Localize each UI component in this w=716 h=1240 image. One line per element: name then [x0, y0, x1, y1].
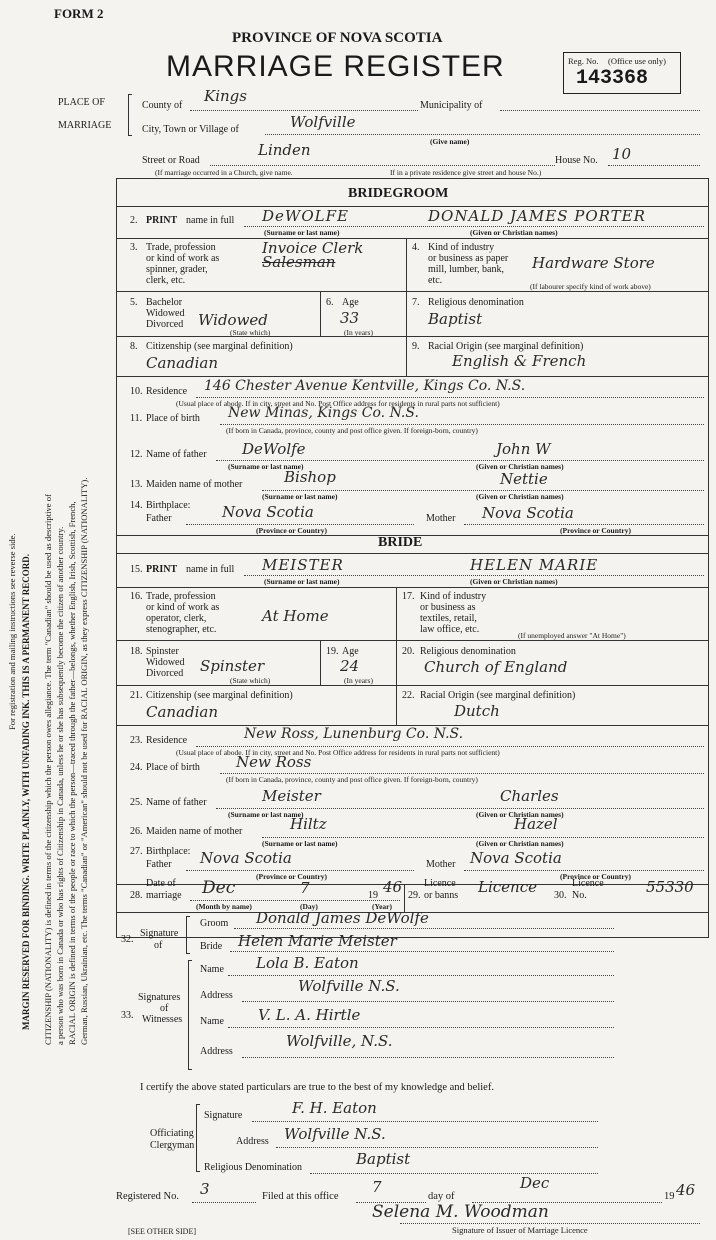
province-caption: (Province or Country): [256, 872, 327, 881]
state-caption: (State which): [230, 328, 271, 337]
racial-label: Racial Origin (see marginal definition): [420, 690, 576, 701]
field-num: 16.: [130, 591, 143, 602]
marriage-year-prefix: 19: [368, 890, 378, 901]
form-grid: [116, 178, 709, 938]
racial-label: Racial Origin (see marginal definition): [428, 341, 584, 352]
side-text-5: RACIAL ORIGIN is defined in terms of the people or race to which the person—traced through the father—belongs, whether English, Irish, Scottish, French,: [67, 501, 77, 1045]
bride-racial-origin: Dutch: [454, 702, 500, 720]
trade-label: clerk, etc.: [146, 275, 186, 286]
field-num: 21.: [130, 690, 143, 701]
bride-religion: Church of England: [424, 658, 568, 676]
years-caption: (In years): [344, 676, 373, 685]
industry-caption: (If unemployed answer "At Home"): [518, 631, 626, 640]
field-num: 25.: [130, 797, 143, 808]
field-num: 8.: [130, 341, 138, 352]
field-num: 3.: [130, 242, 138, 253]
clergy-denomination: Baptist: [356, 1150, 411, 1168]
reg-number: 143368: [576, 67, 649, 90]
field-num: 14.: [130, 500, 143, 511]
surname-caption: (Surname or last name): [264, 228, 340, 237]
filed-year: 46: [676, 1181, 696, 1199]
trade-label: spinner, grader,: [146, 264, 208, 275]
industry-label: Kind of industry: [428, 242, 495, 253]
residence-caption: (Usual place of abode. If in city, street and No. Post Office address for residents in rural parts not sufficient): [176, 748, 500, 757]
issuer-caption: Signature of Issuer of Marriage Licence: [452, 1225, 588, 1235]
province-caption: (Province or Country): [560, 872, 631, 881]
given-caption: (Given or Christian names): [476, 462, 564, 471]
bride-status: Spinster: [200, 657, 265, 675]
field-num: 20.: [402, 646, 415, 657]
birthplace-father-label: Father: [146, 513, 172, 524]
bride-mother-given: Hazel: [514, 815, 558, 833]
licence-no-label: No.: [572, 890, 587, 901]
birthplace-father-label: Father: [146, 859, 172, 870]
industry-caption: (If labourer specify kind of work above): [530, 282, 651, 291]
witness-address-label: Address: [200, 1046, 233, 1057]
bridegroom-heading: BRIDEGROOM: [348, 186, 449, 201]
religion-label: Religious denomination: [420, 646, 516, 657]
field-num: 11.: [130, 413, 143, 424]
groom-father-surname: DeWolfe: [242, 440, 306, 458]
licence-no-label: Licence: [572, 878, 604, 889]
bride-signature: Helen Marie Meister: [238, 932, 397, 950]
field-num: 33.: [121, 1010, 134, 1021]
reg-label: Reg. No.: [568, 56, 599, 66]
trade-label: Trade, profession: [146, 242, 216, 253]
bride-age: 24: [340, 657, 360, 675]
status-label: Spinster: [146, 646, 179, 657]
give-name-caption: (Give name): [430, 137, 470, 146]
licence-label: or banns: [424, 890, 459, 901]
witness-address-label: Address: [200, 990, 233, 1001]
given-caption: (Given or Christian names): [476, 839, 564, 848]
place-note: (If marriage occurred in a Church, give name.: [155, 168, 293, 177]
industry-label: etc.: [428, 275, 443, 286]
marriage-month: Dec: [202, 878, 236, 898]
witness-1-name: Lola B. Eaton: [256, 954, 359, 972]
print-label: PRINT: [146, 564, 178, 575]
citizenship-label: Citizenship (see marginal definition): [146, 341, 293, 352]
denomination-label: Religious Denomination: [204, 1162, 303, 1173]
status-label: Divorced: [146, 668, 184, 679]
given-caption: (Given or Christian names): [476, 492, 564, 501]
province-heading: PROVINCE OF NOVA SCOTIA: [232, 30, 443, 46]
birthplace-mother-label: Mother: [426, 513, 456, 524]
date-label: marriage: [146, 890, 182, 901]
bride-father-birthplace: Nova Scotia: [200, 849, 292, 867]
birth-label: Place of birth: [146, 762, 200, 773]
birthplace-mother-label: Mother: [426, 859, 456, 870]
father-label: Name of father: [146, 449, 207, 460]
field-num: 2.: [130, 215, 138, 226]
reg-note: (Office use only): [608, 56, 666, 66]
birth-label: Place of birth: [146, 413, 200, 424]
marriage-day: 7: [300, 879, 310, 897]
bride-trade: At Home: [262, 607, 329, 625]
field-num: 27.: [130, 846, 143, 857]
registered-number: 3: [200, 1180, 210, 1198]
municipality-label: Municipality of: [420, 100, 483, 111]
given-caption: (Given or Christian names): [476, 810, 564, 819]
industry-label: law office, etc.: [420, 624, 480, 635]
field-num: 30.: [554, 890, 567, 901]
city-label: City, Town or Village of: [142, 124, 239, 135]
filed-label: Filed at this office: [262, 1191, 339, 1202]
street-label: Street or Road: [142, 155, 200, 166]
residence-label: Residence: [146, 735, 188, 746]
groom-religion: Baptist: [428, 310, 483, 328]
year-caption: (Year): [372, 902, 392, 911]
bride-mother-birthplace: Nova Scotia: [470, 849, 562, 867]
mother-label: Maiden name of mother: [146, 479, 243, 490]
see-other-side: [SEE OTHER SIDE]: [128, 1227, 196, 1236]
bride-surname: MEISTER: [262, 556, 344, 574]
clergy-signature: F. H. Eaton: [292, 1099, 377, 1117]
issuer-signature: Selena M. Woodman: [372, 1202, 549, 1222]
signature-label: Signature: [140, 928, 179, 939]
status-label: Widowed: [146, 308, 185, 319]
registered-no-label: Registered No.: [116, 1191, 179, 1202]
age-label: Age: [342, 297, 359, 308]
age-label: Age: [342, 646, 359, 657]
trade-label: or kind of work as: [146, 253, 220, 264]
groom-trade: Invoice Clerk: [262, 239, 364, 257]
filed-month: Dec: [520, 1174, 550, 1192]
status-label: Widowed: [146, 657, 185, 668]
groom-age: 33: [340, 309, 360, 327]
birth-caption: (If born in Canada, province, county and post office given. If foreign-born, country): [226, 426, 478, 435]
industry-label: or business as paper: [428, 253, 509, 264]
groom-status: Widowed: [198, 311, 268, 329]
field-num: 15.: [130, 564, 143, 575]
surname-caption: (Surname or last name): [228, 462, 304, 471]
trade-label: stenographer, etc.: [146, 624, 217, 635]
witness-2-name: V. L. A. Hirtle: [258, 1006, 361, 1024]
name-label: name in full: [186, 215, 235, 226]
side-text-1: For registration and mailing instructions see reverse side.: [7, 533, 17, 730]
witness-2-address: Wolfville, N.S.: [286, 1032, 393, 1050]
citizenship-label: Citizenship (see marginal definition): [146, 690, 293, 701]
field-num: 7.: [412, 297, 420, 308]
month-caption: (Month by name): [196, 902, 252, 911]
mother-label: Maiden name of mother: [146, 826, 243, 837]
place-label-2: MARRIAGE: [58, 120, 112, 131]
field-num: 32.: [121, 934, 134, 945]
state-caption: (State which): [230, 676, 271, 685]
date-label: Date of: [146, 878, 176, 889]
field-num: 6.: [326, 297, 334, 308]
groom-trade-struck: Salesman: [262, 253, 336, 271]
licence-number: 55330: [646, 878, 694, 896]
signature-label: of: [154, 940, 163, 951]
filed-year-prefix: 19: [664, 1191, 675, 1202]
field-num: 24.: [130, 762, 143, 773]
place-label-1: PLACE OF: [58, 97, 105, 108]
page-title: MARRIAGE REGISTER: [166, 50, 505, 83]
birthplace-label: Birthplace:: [146, 846, 191, 857]
groom-surname: DeWOLFE: [262, 207, 349, 225]
industry-label: mill, lumber, bank,: [428, 264, 504, 275]
bride-birthplace: New Ross: [236, 753, 312, 771]
birth-caption: (If born in Canada, province, county and post office given. If foreign-born, country): [226, 775, 478, 784]
groom-racial-origin: English & French: [452, 352, 587, 370]
marriage-year: 46: [383, 878, 403, 896]
witness-label: Witnesses: [142, 1014, 183, 1025]
bride-residence: New Ross, Lunenburg Co. N.S.: [244, 726, 464, 742]
birthplace-label: Birthplace:: [146, 500, 191, 511]
side-text-3: CITIZENSHIP (NATIONALITY) is defined in terms of the citizenship which the person owes allegiance. The term "Canadian" should be used as descriptive of: [43, 494, 53, 1045]
side-text-6: German, Russian, Ukrainian, etc. The terms "Canadian" or "American" should not be used for RACIAL ORIGIN, as they express CITIZENSHIP (NATIONALITY).: [79, 477, 89, 1045]
field-num: 26.: [130, 826, 143, 837]
day-of-label: day of: [428, 1191, 455, 1202]
city-value: Wolfville: [290, 113, 356, 131]
groom-mother-surname: Bishop: [284, 468, 336, 486]
groom-birthplace: New Minas, Kings Co. N.S.: [228, 405, 419, 421]
name-label: name in full: [186, 564, 235, 575]
form-number: FORM 2: [54, 6, 104, 21]
witness-name-label: Name: [200, 964, 224, 975]
groom-mother-given: Nettie: [500, 470, 548, 488]
bride-given-names: HELEN MARIE: [470, 556, 599, 574]
certify-text: I certify the above stated particulars are true to the best of my knowledge and belief.: [140, 1082, 494, 1093]
bride-father-given: Charles: [500, 787, 559, 805]
trade-label: operator, clerk,: [146, 613, 207, 624]
clergy-sig-label: Signature: [204, 1110, 243, 1121]
trade-label: Trade, profession: [146, 591, 216, 602]
given-caption: (Given or Christian names): [470, 228, 558, 237]
place-bracket: [128, 94, 132, 136]
witness-label: Signatures: [138, 992, 181, 1003]
house-label: House No.: [555, 155, 598, 166]
industry-label: Kind of industry: [420, 591, 487, 602]
groom-given-names: DONALD JAMES PORTER: [428, 207, 646, 225]
licence-or-banns: Licence: [478, 878, 537, 896]
groom-father-given: John W: [496, 440, 551, 458]
bride-mother-surname: Hiltz: [290, 815, 327, 833]
field-num: 12.: [130, 449, 143, 460]
father-label: Name of father: [146, 797, 207, 808]
bride-sig-label: Bride: [200, 941, 223, 952]
status-label: Bachelor: [146, 297, 183, 308]
industry-label: textiles, retail,: [420, 613, 477, 624]
side-text-4: a person who was born in Canada or who has rights of Citizenship in Canada, unless he or she has subsequently become the citizen of another country.: [55, 526, 65, 1045]
clergy-label: Officiating: [150, 1128, 194, 1139]
groom-residence: 146 Chester Avenue Kentville, Kings Co. N.S.: [204, 378, 526, 394]
groom-sig-label: Groom: [200, 918, 229, 929]
clergy-label: Clergyman: [150, 1140, 195, 1151]
years-caption: (In years): [344, 328, 373, 337]
province-caption: (Province or Country): [256, 526, 327, 535]
witness-1-address: Wolfville N.S.: [298, 977, 400, 995]
religion-label: Religious denomination: [428, 297, 524, 308]
field-num: 23.: [130, 735, 143, 746]
surname-caption: (Surname or last name): [262, 839, 338, 848]
groom-mother-birthplace: Nova Scotia: [482, 504, 574, 522]
reg-number-box: [563, 52, 681, 94]
status-label: Divorced: [146, 319, 184, 330]
groom-father-birthplace: Nova Scotia: [222, 503, 314, 521]
print-label: PRINT: [146, 215, 178, 226]
surname-caption: (Surname or last name): [264, 577, 340, 586]
field-num: 17.: [402, 591, 415, 602]
field-num: 22.: [402, 690, 415, 701]
groom-industry: Hardware Store: [532, 254, 655, 272]
bride-father-surname: Meister: [262, 787, 321, 805]
field-num: 9.: [412, 341, 420, 352]
groom-signature: Donald James DeWolfe: [256, 909, 429, 927]
trade-label: or kind of work as: [146, 602, 220, 613]
county-value: Kings: [204, 87, 247, 105]
industry-label: or business as: [420, 602, 476, 613]
bride-citizenship: Canadian: [146, 703, 219, 721]
bride-heading: BRIDE: [378, 535, 423, 550]
field-num: 28.: [130, 890, 143, 901]
surname-caption: (Surname or last name): [262, 492, 338, 501]
side-text-2: MARGIN RESERVED FOR BINDING. WRITE PLAINLY, WITH UNFADING INK. THIS IS A PERMANENT RECORD.: [21, 553, 31, 1030]
county-label: County of: [142, 100, 183, 111]
filed-day: 7: [372, 1178, 382, 1196]
field-num: 5.: [130, 297, 138, 308]
clergy-address: Wolfville N.S.: [284, 1125, 386, 1143]
field-num: 19.: [326, 646, 339, 657]
day-caption: (Day): [300, 902, 318, 911]
residence-caption: (Usual place of abode. If in city, street and No. Post Office address for residents in rural parts not sufficient): [176, 399, 500, 408]
street-value: Linden: [258, 141, 311, 159]
field-num: 4.: [412, 242, 420, 253]
place-note-2: If in a private residence give street and house No.): [390, 168, 542, 177]
witness-name-label: Name: [200, 1016, 224, 1027]
field-num: 10.: [130, 386, 143, 397]
licence-label: Licence: [424, 878, 456, 889]
province-caption: (Province or Country): [560, 526, 631, 535]
field-num: 18.: [130, 646, 143, 657]
field-num: 13.: [130, 479, 143, 490]
surname-caption: (Surname or last name): [228, 810, 304, 819]
groom-citizenship: Canadian: [146, 354, 219, 372]
given-caption: (Given or Christian names): [470, 577, 558, 586]
residence-label: Residence: [146, 386, 188, 397]
house-value: 10: [612, 145, 632, 163]
witness-label: of: [160, 1003, 169, 1014]
clergy-address-label: Address: [236, 1136, 269, 1147]
field-num: 29.: [408, 890, 421, 901]
